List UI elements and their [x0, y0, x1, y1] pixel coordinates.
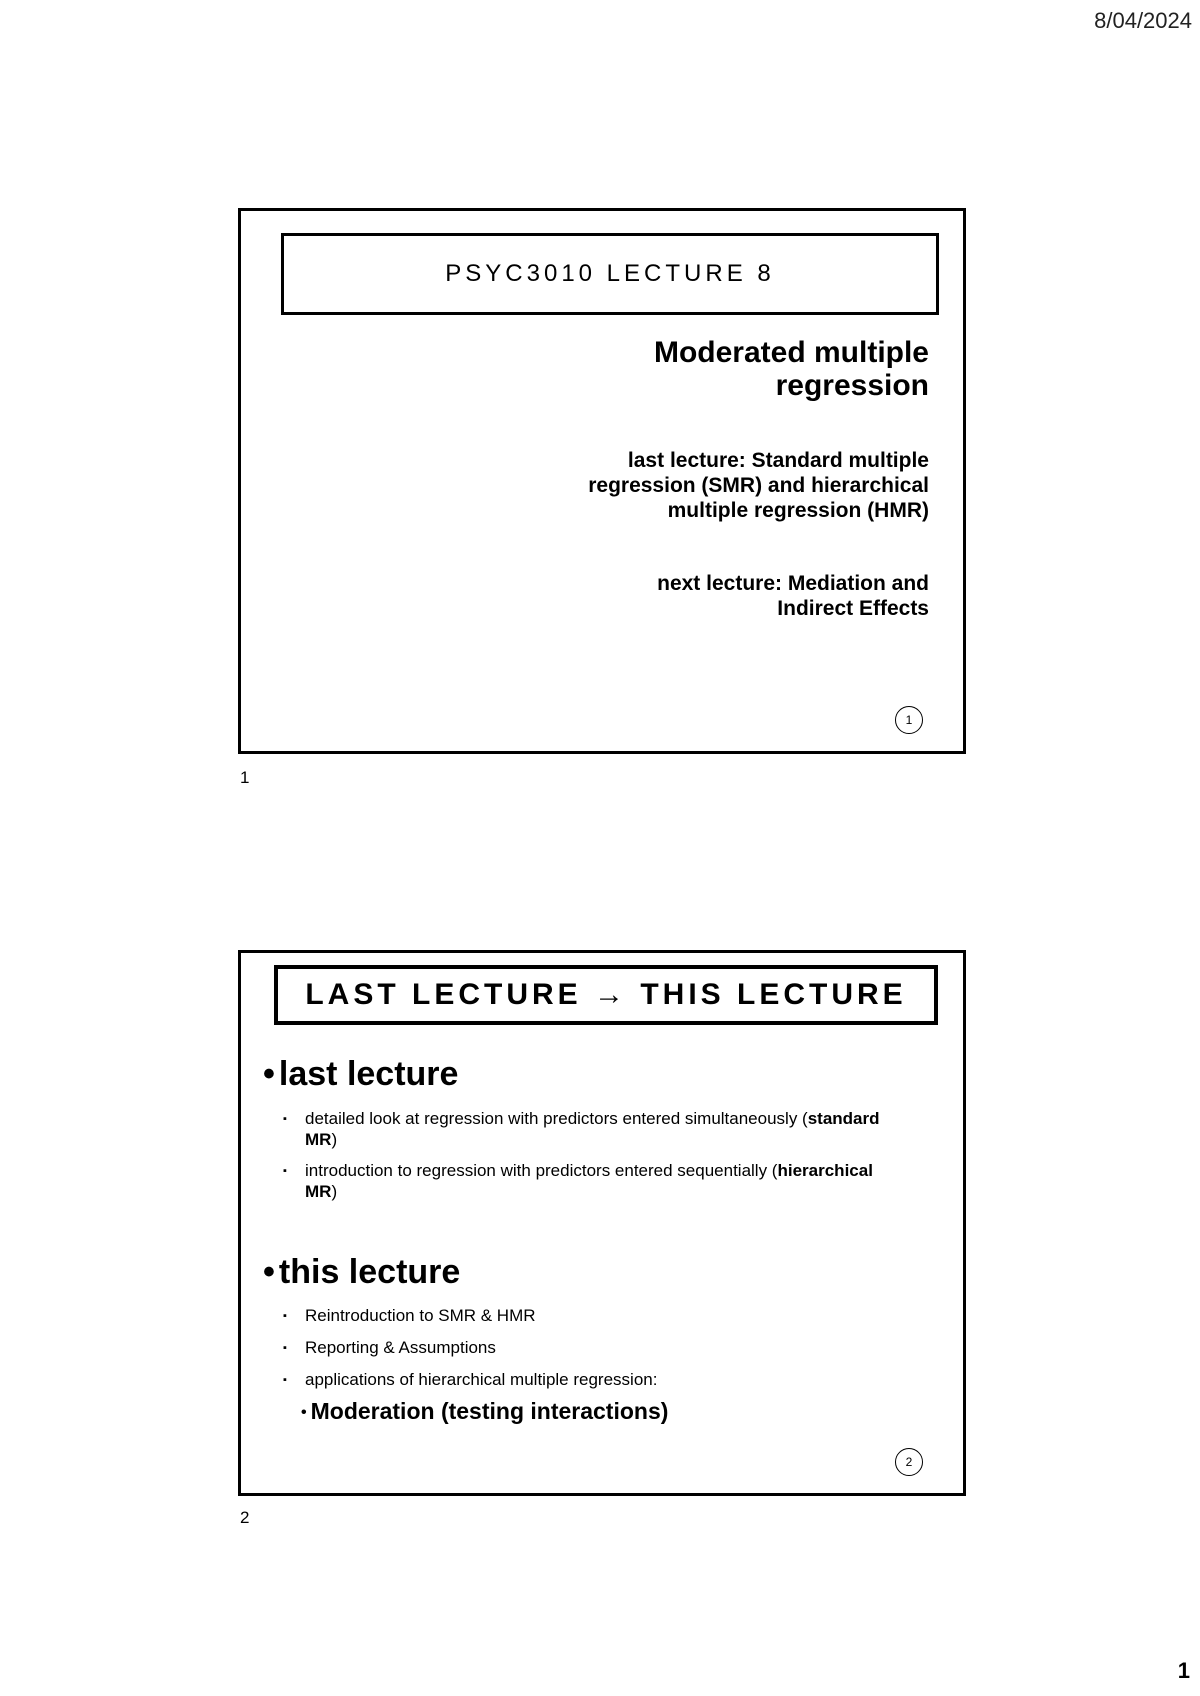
next-lecture-note: next lecture: Mediation and Indirect Effects [657, 572, 929, 620]
sub-list-item: • Moderation (testing interactions) [301, 1398, 669, 1424]
lecture-title: Moderated multiple regression [653, 336, 929, 402]
slide-1 [238, 208, 966, 754]
slide-1-label: 1 [240, 768, 250, 787]
slide-number-badge: 1 [895, 706, 923, 734]
slide-2-label: 2 [240, 1508, 250, 1527]
slide-2-header: LAST LECTURE → THIS LECTURE [274, 965, 938, 1025]
list-item: ▪ detailed look at regression with predictors entered simultaneously (standard MR) [283, 1109, 880, 1149]
section-heading-this-lecture: • this lecture [263, 1253, 461, 1291]
slide-2 [238, 950, 966, 1496]
slide-1-header: PSYC3010 LECTURE 8 [281, 233, 939, 315]
print-date: 8/04/2024 [1094, 8, 1192, 33]
sheet-page-number: 1 [1177, 1658, 1190, 1683]
slide-number-badge: 2 [895, 1448, 923, 1476]
section-heading-last-lecture: • last lecture [263, 1055, 459, 1093]
list-item: ▪ applications of hierarchical multiple regression: [283, 1370, 658, 1389]
list-item: ▪ introduction to regression with predictors entered sequentially (hierarchical MR) [283, 1161, 873, 1201]
list-item: ▪ Reporting & Assumptions [283, 1338, 496, 1357]
last-lecture-note: last lecture: Standard multiple regression (SMR) and hierarchical multiple regression (HMR) [588, 449, 929, 522]
list-item: ▪ Reintroduction to SMR & HMR [283, 1306, 536, 1325]
